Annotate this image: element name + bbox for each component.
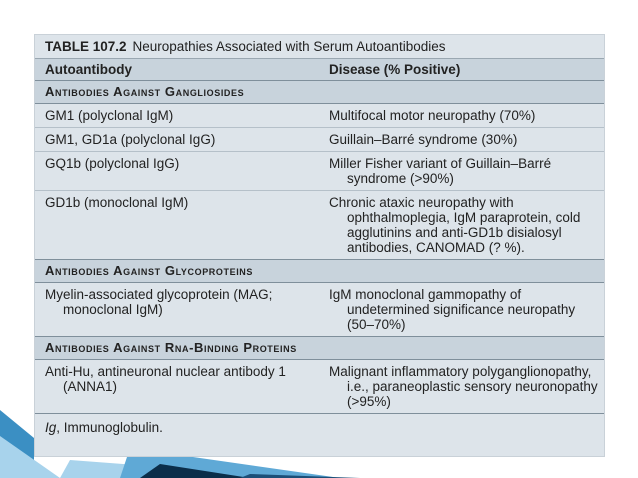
data-table: [35, 59, 604, 439]
footnote-row: [35, 414, 604, 440]
antibody-cell: Myelin-associated glycoprotein (MAG; monoclonal IgM): [45, 287, 273, 317]
footnote: [35, 414, 604, 440]
antibody-cell: GM1 (polyclonal IgM): [45, 108, 174, 123]
table-row: [35, 283, 604, 337]
autoantibody-table: [34, 34, 605, 457]
table-title: Neuropathies Associated with Serum Autoantibodies: [132, 39, 446, 54]
table-row: [35, 104, 604, 128]
table-caption: [35, 35, 604, 59]
footnote-abbreviation: Ig: [45, 420, 57, 435]
table-number: TABLE 107.2: [45, 39, 127, 54]
disease-cell: Miller Fisher variant of Guillain–Barré syndrome (>90%): [329, 156, 552, 186]
table-row: [35, 152, 604, 191]
disease-cell: Multifocal motor neuropathy (70%): [329, 108, 536, 123]
antibody-cell: Anti-Hu, antineuronal nuclear antibody 1 (ANNA1): [45, 364, 286, 394]
antibody-cell: GD1b (monoclonal IgM): [45, 195, 189, 210]
footnote-text: , Immunoglobulin.: [56, 420, 163, 435]
table-row: [35, 191, 604, 260]
header-row: [35, 59, 604, 81]
table-row: [35, 128, 604, 152]
column-header-disease: Disease (% Positive): [319, 59, 604, 81]
section-row: [35, 81, 604, 104]
antibody-cell: GM1, GD1a (polyclonal IgG): [45, 132, 216, 147]
table-row: [35, 360, 604, 414]
column-header-autoantibody: Autoantibody: [35, 59, 319, 81]
section-title-gangliosides: Antibodies Against Gangliosides: [35, 81, 604, 104]
disease-cell: Chronic ataxic neuropathy with ophthalmoplegia, IgM paraprotein, cold agglutinins and anti-GD1b disialosyl antibodies, CANOMAD (? %).: [329, 195, 581, 255]
section-row: [35, 337, 604, 360]
disease-cell: Malignant inflammatory polyganglionopathy, i.e., paraneoplastic sensory neuronopathy (>95%): [329, 364, 598, 409]
section-title-glycoproteins: Antibodies Against Glycoproteins: [35, 260, 604, 283]
section-title-rna-binding-proteins: Antibodies Against Rna-Binding Proteins: [35, 337, 604, 360]
section-row: [35, 260, 604, 283]
disease-cell: Guillain–Barré syndrome (30%): [329, 132, 518, 147]
disease-cell: IgM monoclonal gammopathy of undetermined significance neuropathy (50–70%): [329, 287, 576, 332]
antibody-cell: GQ1b (polyclonal IgG): [45, 156, 180, 171]
